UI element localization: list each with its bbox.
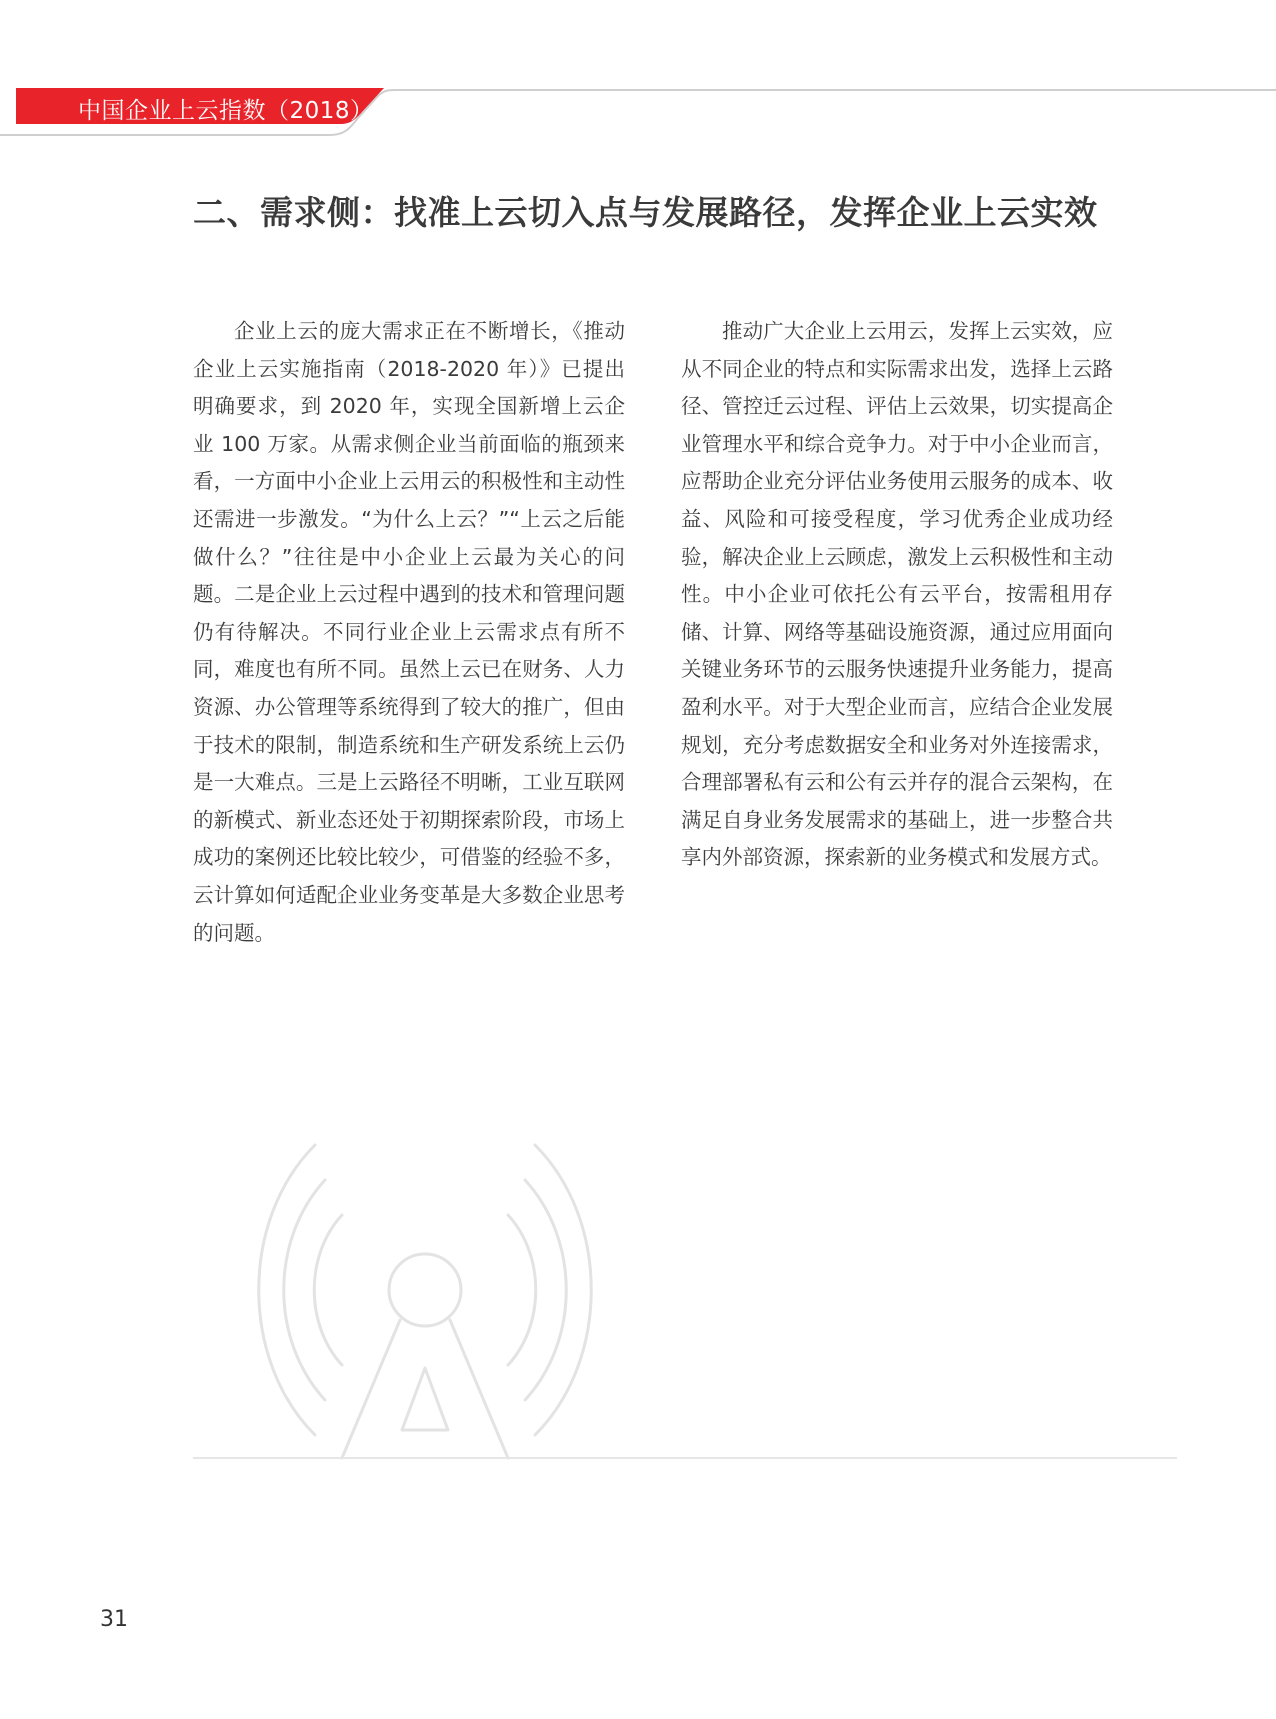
body-paragraph-left: 企业上云的庞大需求正在不断增长，《推动企业上云实施指南（2018-2020 年）》已提出明确要求，到 2020 年，实现全国新增上云企业 100 万家。从需求侧企业当前面临的瓶颈来看，一方面中小企业上云用云的积极性和主动性还需进一步激发。“为什么上云？”“上云之后能做什么？”往往是中小企业上云最为关心的问题。二是企业上云过程中遇到的技术和管理问题仍有待解决。不同行业企业上云需求点有所不同，难度也有所不同。虽然上云已在财务、人力资源、办公管理等系统得到了较大的推广，但由于技术的限制，制造系统和生产研发系统上云仍是一大难点。三是上云路径不明晰，工业互联网的新模式、新业态还处于初期探索阶段，市场上成功的案例还比较比较少，可借鉴的经验不多，云计算如何适配企业业务变革是大多数企业思考的问题。 bbox=[193, 319, 625, 945]
page-number: 31 bbox=[100, 1607, 128, 1632]
header-title: 中国企业上云指数（2018） bbox=[78, 98, 374, 124]
page-header bbox=[0, 0, 1276, 140]
signal-tower-icon bbox=[250, 1130, 600, 1464]
section-title: 二、需求侧：找准上云切入点与发展路径，发挥企业上云实效 bbox=[193, 193, 1098, 232]
body-paragraph-right: 推动广大企业上云用云，发挥上云实效，应从不同企业的特点和实际需求出发，选择上云路径、管控迁云过程、评估上云效果，切实提高企业管理水平和综合竞争力。对于中小企业而言，应帮助企业充分评估业务使用云服务的成本、收益、风险和可接受程度，学习优秀企业成功经验，解决企业上云顾虑，激发上云积极性和主动性。中小企业可依托公有云平台，按需租用存储、计算、网络等基础设施资源，通过应用面向关键业务环节的云服务快速提升业务能力，提高盈利水平。对于大型企业而言，应结合企业发展规划，充分考虑数据安全和业务对外连接需求，合理部署私有云和公有云并存的混合云架构，在满足自身业务发展需求的基础上，进一步整合共享内外部资源，探索新的业务模式和发展方式。 bbox=[681, 319, 1113, 870]
bottom-divider bbox=[193, 1457, 1177, 1459]
